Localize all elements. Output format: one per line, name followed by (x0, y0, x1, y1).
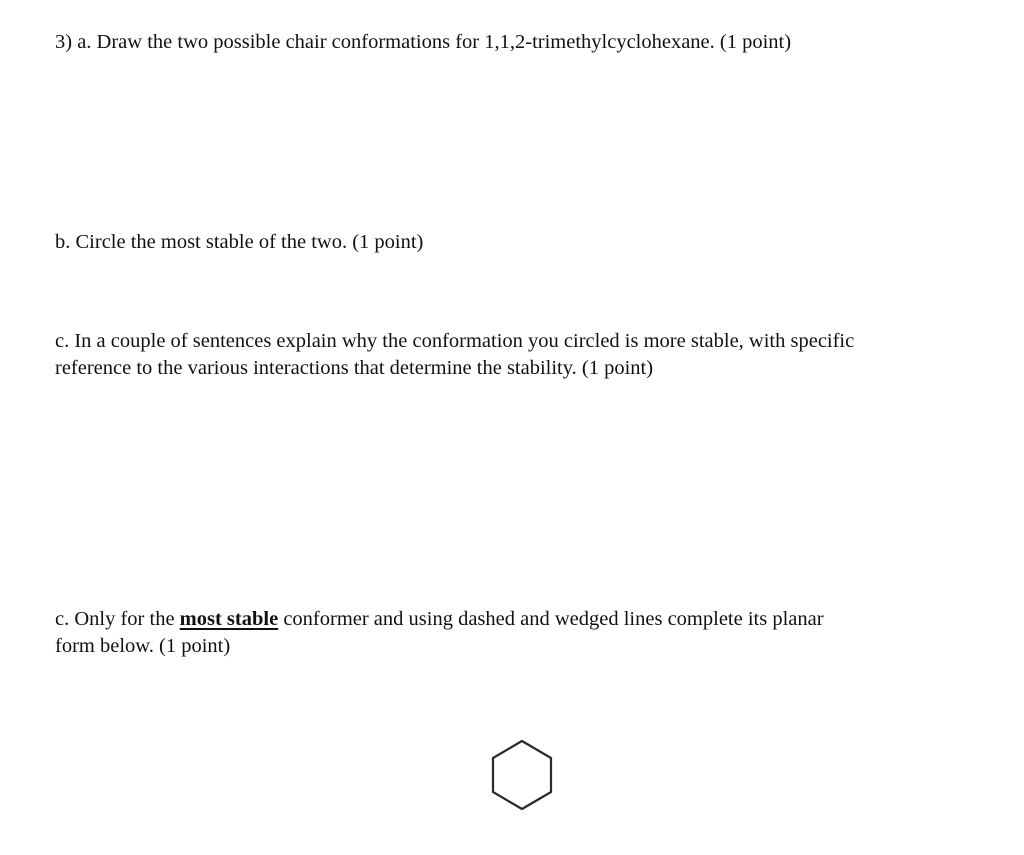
question-3c-planar-before: c. Only for the (55, 608, 180, 630)
question-3c-planar-line2: form below. (1 point) (55, 635, 231, 657)
cyclohexane-hexagon (490, 738, 554, 812)
question-3a-text: 3) a. Draw the two possible chair conformations for 1,1,2-trimethylcyclohexane. (1 point) (55, 31, 792, 53)
question-3b (55, 229, 975, 256)
hexagon-outline (493, 741, 551, 809)
question-3c-planar-after: conformer and using dashed and wedged lines complete its planar (278, 608, 824, 630)
question-3c-explain (55, 328, 975, 382)
question-3c-planar (55, 606, 975, 660)
question-3b-text: b. Circle the most stable of the two. (1 point) (55, 231, 424, 253)
question-3c-explain-line1: c. In a couple of sentences explain why the conformation you circled is more stable, with specific (55, 330, 855, 352)
question-3c-explain-line2: reference to the various interactions that determine the stability. (1 point) (55, 357, 654, 379)
question-3c-planar-emphasis: most stable (179, 608, 279, 630)
question-3a (55, 29, 975, 56)
